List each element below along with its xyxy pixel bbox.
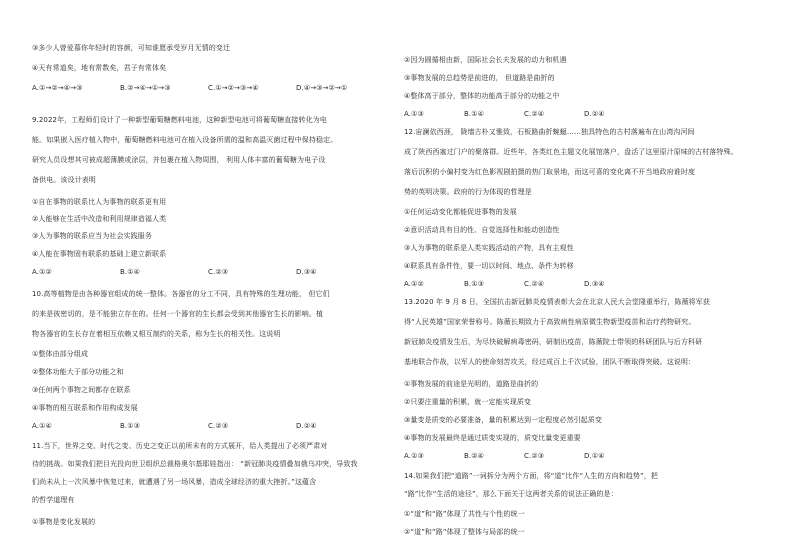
answer-option: A.①③ — [404, 110, 424, 118]
text-line: 新冠肺炎疫情发生后，为尽快破解病毒密码，研制出疫苗，陈薇院士带领的科研团队与后方科研 — [404, 338, 703, 346]
answer-option: B.②→④→①→③ — [120, 84, 171, 92]
text-line: 待的挑战。如果我们把目光投向世卫组织总裁格奥尔基耶娃指出： “新冠肺炎疫情叠加俄乌冲突，导致我 — [32, 460, 358, 468]
answer-option: C.②③ — [208, 422, 229, 430]
text-line: 11.当下，世界之变、时代之变、历史之变正以前所未有的方式展开，给人类提出了必须严肃对 — [32, 442, 328, 450]
answer-options — [32, 422, 412, 431]
text-line: 成了陕西西塞过门户的聚落群。近些年，各类红色主题文化展馆落户，盘活了这里原汁原味的古村落特殊。 — [404, 148, 738, 156]
text-line: ②整体功能大于部分功能之和 — [32, 368, 124, 376]
text-line: 12.宙澜依西涯， 陇墙古朴又雅致，石板路曲折蜿蜒……独具特色的古村落遍布在山湾沟河间 — [404, 128, 695, 136]
text-line: ④联系具有条件性，要一切以时间、地点、条件为转移 — [404, 262, 574, 270]
answer-option: B.①④ — [120, 268, 140, 276]
text-line: 研究人员设想其可被成超薄膜或涂层，并包裹在植入物周围， 利用人体丰富的葡萄糖为电子设 — [32, 156, 326, 164]
text-line: 物各器官的生长存在着相互依赖又相互制约的关系，称为生长的相关性。这说明 — [32, 330, 281, 338]
text-line: ④事物的相互联系和作用构成发展 — [32, 404, 138, 412]
text-line: ②人能够在生活中改造和利用规律造福人类 — [32, 215, 167, 223]
text-line: “路”比作“生活的途径”，那么下面关于这两者关系的说法正确的是： — [404, 490, 618, 498]
answer-option: A.①→②→④→③ — [32, 84, 83, 92]
answer-option: A.①③ — [404, 452, 424, 460]
text-line: 备供电。该设计表明 — [32, 176, 96, 184]
answer-option: D.①④ — [584, 452, 605, 460]
text-line: ③多少人曾爱慕你年轻时的容颜，可知谁愿承受岁月无情的变迁 — [32, 44, 231, 52]
answer-options — [404, 110, 774, 119]
answer-options — [404, 280, 774, 289]
text-line: 的哲学道理有 — [32, 496, 75, 504]
answer-option: A.①② — [32, 268, 52, 276]
text-line: 们尚未从上一次风暴中恢复过来，就遭遇了另一场风暴，造成全球经济的重大挫折。”这蕴含 — [32, 478, 317, 486]
text-line: ②意识活动具有目的性、自觉选择性和能动创造性 — [404, 226, 560, 234]
text-line: 14.如果我们把“道路”一词拆分为两个方面，将“道”比作“人生的方向和趋势”，把 — [404, 472, 658, 480]
text-line: ③量变是质变的必要准备，量的积累达到一定程度必然引起质变 — [404, 416, 603, 424]
text-line: 势的英明决策。政府的行为体现的哲理是 — [404, 188, 532, 196]
text-line: ③任何两个事物之间都存在联系 — [32, 386, 131, 394]
text-line: ②因为圆循相由新，国际社会长夫发展的动力和机遇 — [404, 56, 567, 64]
text-line: ④整体高于部分，整体的功能高于部分的功能之中 — [404, 92, 560, 100]
text-line: ④天有常道矣，地有常数矣，君子有常体矣 — [32, 64, 167, 72]
text-line: ①整体由部分组成 — [32, 350, 89, 358]
answer-options — [404, 452, 774, 461]
text-line: ①任何运动变化都能促进事物的发展 — [404, 208, 517, 216]
text-line: ②“道”和“路”体现了整体与局部的统一 — [404, 528, 525, 536]
answer-option: C.②④ — [524, 110, 545, 118]
answer-options — [32, 268, 412, 277]
answer-option: B.①③ — [464, 280, 484, 288]
text-line: 10.高等植物是由各种器官组成的统一整体。各器官的分工不同，具有特殊的生理功能， 但它们 — [32, 290, 330, 298]
answer-option: B.②④ — [464, 452, 484, 460]
text-line: ④人能在事物固有联系的基础上建立新联系 — [32, 250, 167, 258]
answer-option: D.②④ — [296, 422, 317, 430]
answer-option: D.③④ — [296, 268, 317, 276]
answer-option: D.③④ — [584, 280, 605, 288]
text-line: 得“人民英雄”国家荣誉称号。陈薇长期致力于高致病性病原微生物新型疫苗和治疗药物研究。 — [404, 318, 696, 326]
text-line: ④事物的发展最终是通过质变实现的，质变比量变更重要 — [404, 434, 581, 442]
answer-options — [32, 84, 412, 93]
answer-option: C.②③ — [208, 268, 229, 276]
text-line: ③人为事物的联系应当为社会实践服务 — [32, 232, 152, 240]
text-line: 的来是彼密切的，是不能独立存在的。任何一个器官的生长都会受到其他器官生长的影响。植 — [32, 310, 324, 318]
answer-option: A.①② — [404, 280, 424, 288]
text-line: 落后沉积的小偏村变为红色影视剧拍摄的热门取景地，而这可喜的变化离不开当地政府谁时度 — [404, 168, 696, 176]
text-line: 基地联合作战，以军人的使命刻苦攻关，经过成百上千次试验，团队不断取得突破。这说明： — [404, 358, 696, 366]
text-line: ③人为事物的联系是人类实践活动的产物，具有主观性 — [404, 244, 574, 252]
text-line: ①事物是变化发展的 — [32, 518, 96, 526]
answer-option: C.②③ — [524, 452, 545, 460]
text-line: 能。如果嵌入医疗植入物中，葡萄糖燃料电池可在植入设备所需的温和高温灭菌过程中保持稳定。 — [32, 136, 338, 144]
answer-option: D.②④ — [584, 110, 605, 118]
answer-option: C.②④ — [524, 280, 545, 288]
answer-option: B.①③ — [120, 422, 140, 430]
answer-option: B.①④ — [464, 110, 484, 118]
answer-option: A.①④ — [32, 422, 52, 430]
text-line: ①“道”和“路”体现了共性与个性的统一 — [404, 510, 525, 518]
text-line: ①事物发展的前途是光明的，道路是曲折的 — [404, 380, 539, 388]
answer-option: C.①→②→③→④ — [208, 84, 259, 92]
text-line: 9.2022年，工程师们设计了一种新型葡萄糖燃料电池，这种新型电池可将葡萄糖直接转化为电 — [32, 116, 327, 124]
text-line: 13.2020 年 9 月 8 日，全国抗击新冠肺炎疫情表彰大会在北京人民大会堂隆重举行，陈薇将军获 — [404, 298, 710, 306]
answer-option: D.④→③→②→① — [296, 84, 348, 92]
text-line: ③事物发展的总趋势是前进的， 但道路是曲折的 — [404, 74, 555, 82]
text-line: ②只要注重量的积累，就一定能实现质变 — [404, 398, 532, 406]
text-line: ①自在事物的联系比人为事物的联系更有用 — [32, 198, 167, 206]
